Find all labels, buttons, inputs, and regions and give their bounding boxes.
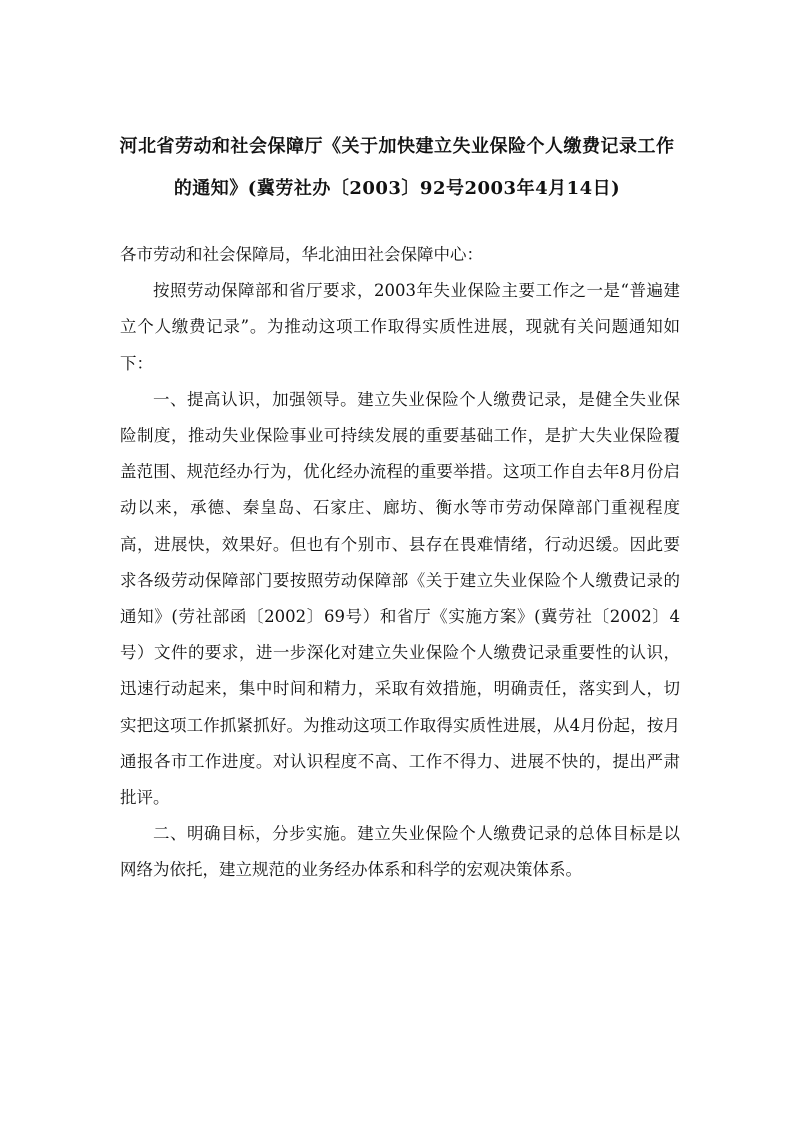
- paragraph-section-1: 一、提高认识，加强领导。建立失业保险个人缴费记录，是健全失业保险制度，推动失业保险事业可持续发展的重要基础工作，是扩大失业保险覆盖范围、规范经办行为，优化经办流程的重要举措。这项工作自去年8月份启动以来，承德、秦皇岛、石家庄、廊坊、衡水等市劳动保障部门重视程度高，进展快，效果好。但也有个别市、县存在畏难情绪，行动迟缓。因此要求各级劳动保障部门要按照劳动保障部《关于建立失业保险个人缴费记录的通知》(劳社部函〔2002〕69号）和省厅《实施方案》(冀劳社〔2002〕4号）文件的要求，进一步深化对建立失业保险个人缴费记录重要性的认识，迅速行动起来，集中时间和精力，采取有效措施，明确责任，落实到人，切实把这项工作抓紧抓好。为推动这项工作取得实质性进展，从4月份起，按月通报各市工作进度。对认识程度不高、工作不得力、进展不快的，提出严肃批评。: [120, 389, 680, 808]
- paragraph-intro: 按照劳动保障部和省厅要求，2003年失业保险主要工作之一是“普遍建立个人缴费记录”。为推动这项工作取得实质性进展，现就有关问题通知如下：: [120, 281, 680, 373]
- title-line-2: 的通知》(冀劳社办〔2003〕92号2003年4月14日): [173, 178, 621, 199]
- document-body: [120, 237, 680, 889]
- document-title: [112, 126, 682, 210]
- salutation: 各市劳动和社会保障局，华北油田社会保障中心：: [120, 245, 483, 264]
- paragraph-section-2: 二、明确目标，分步实施。建立失业保险个人缴费记录的总体目标是以网络为依托，建立规范的业务经办体系和科学的宏观决策体系。: [120, 824, 680, 880]
- title-line-1: 河北省劳动和社会保障厅《关于加快建立失业保险个人缴费记录工作: [119, 136, 675, 157]
